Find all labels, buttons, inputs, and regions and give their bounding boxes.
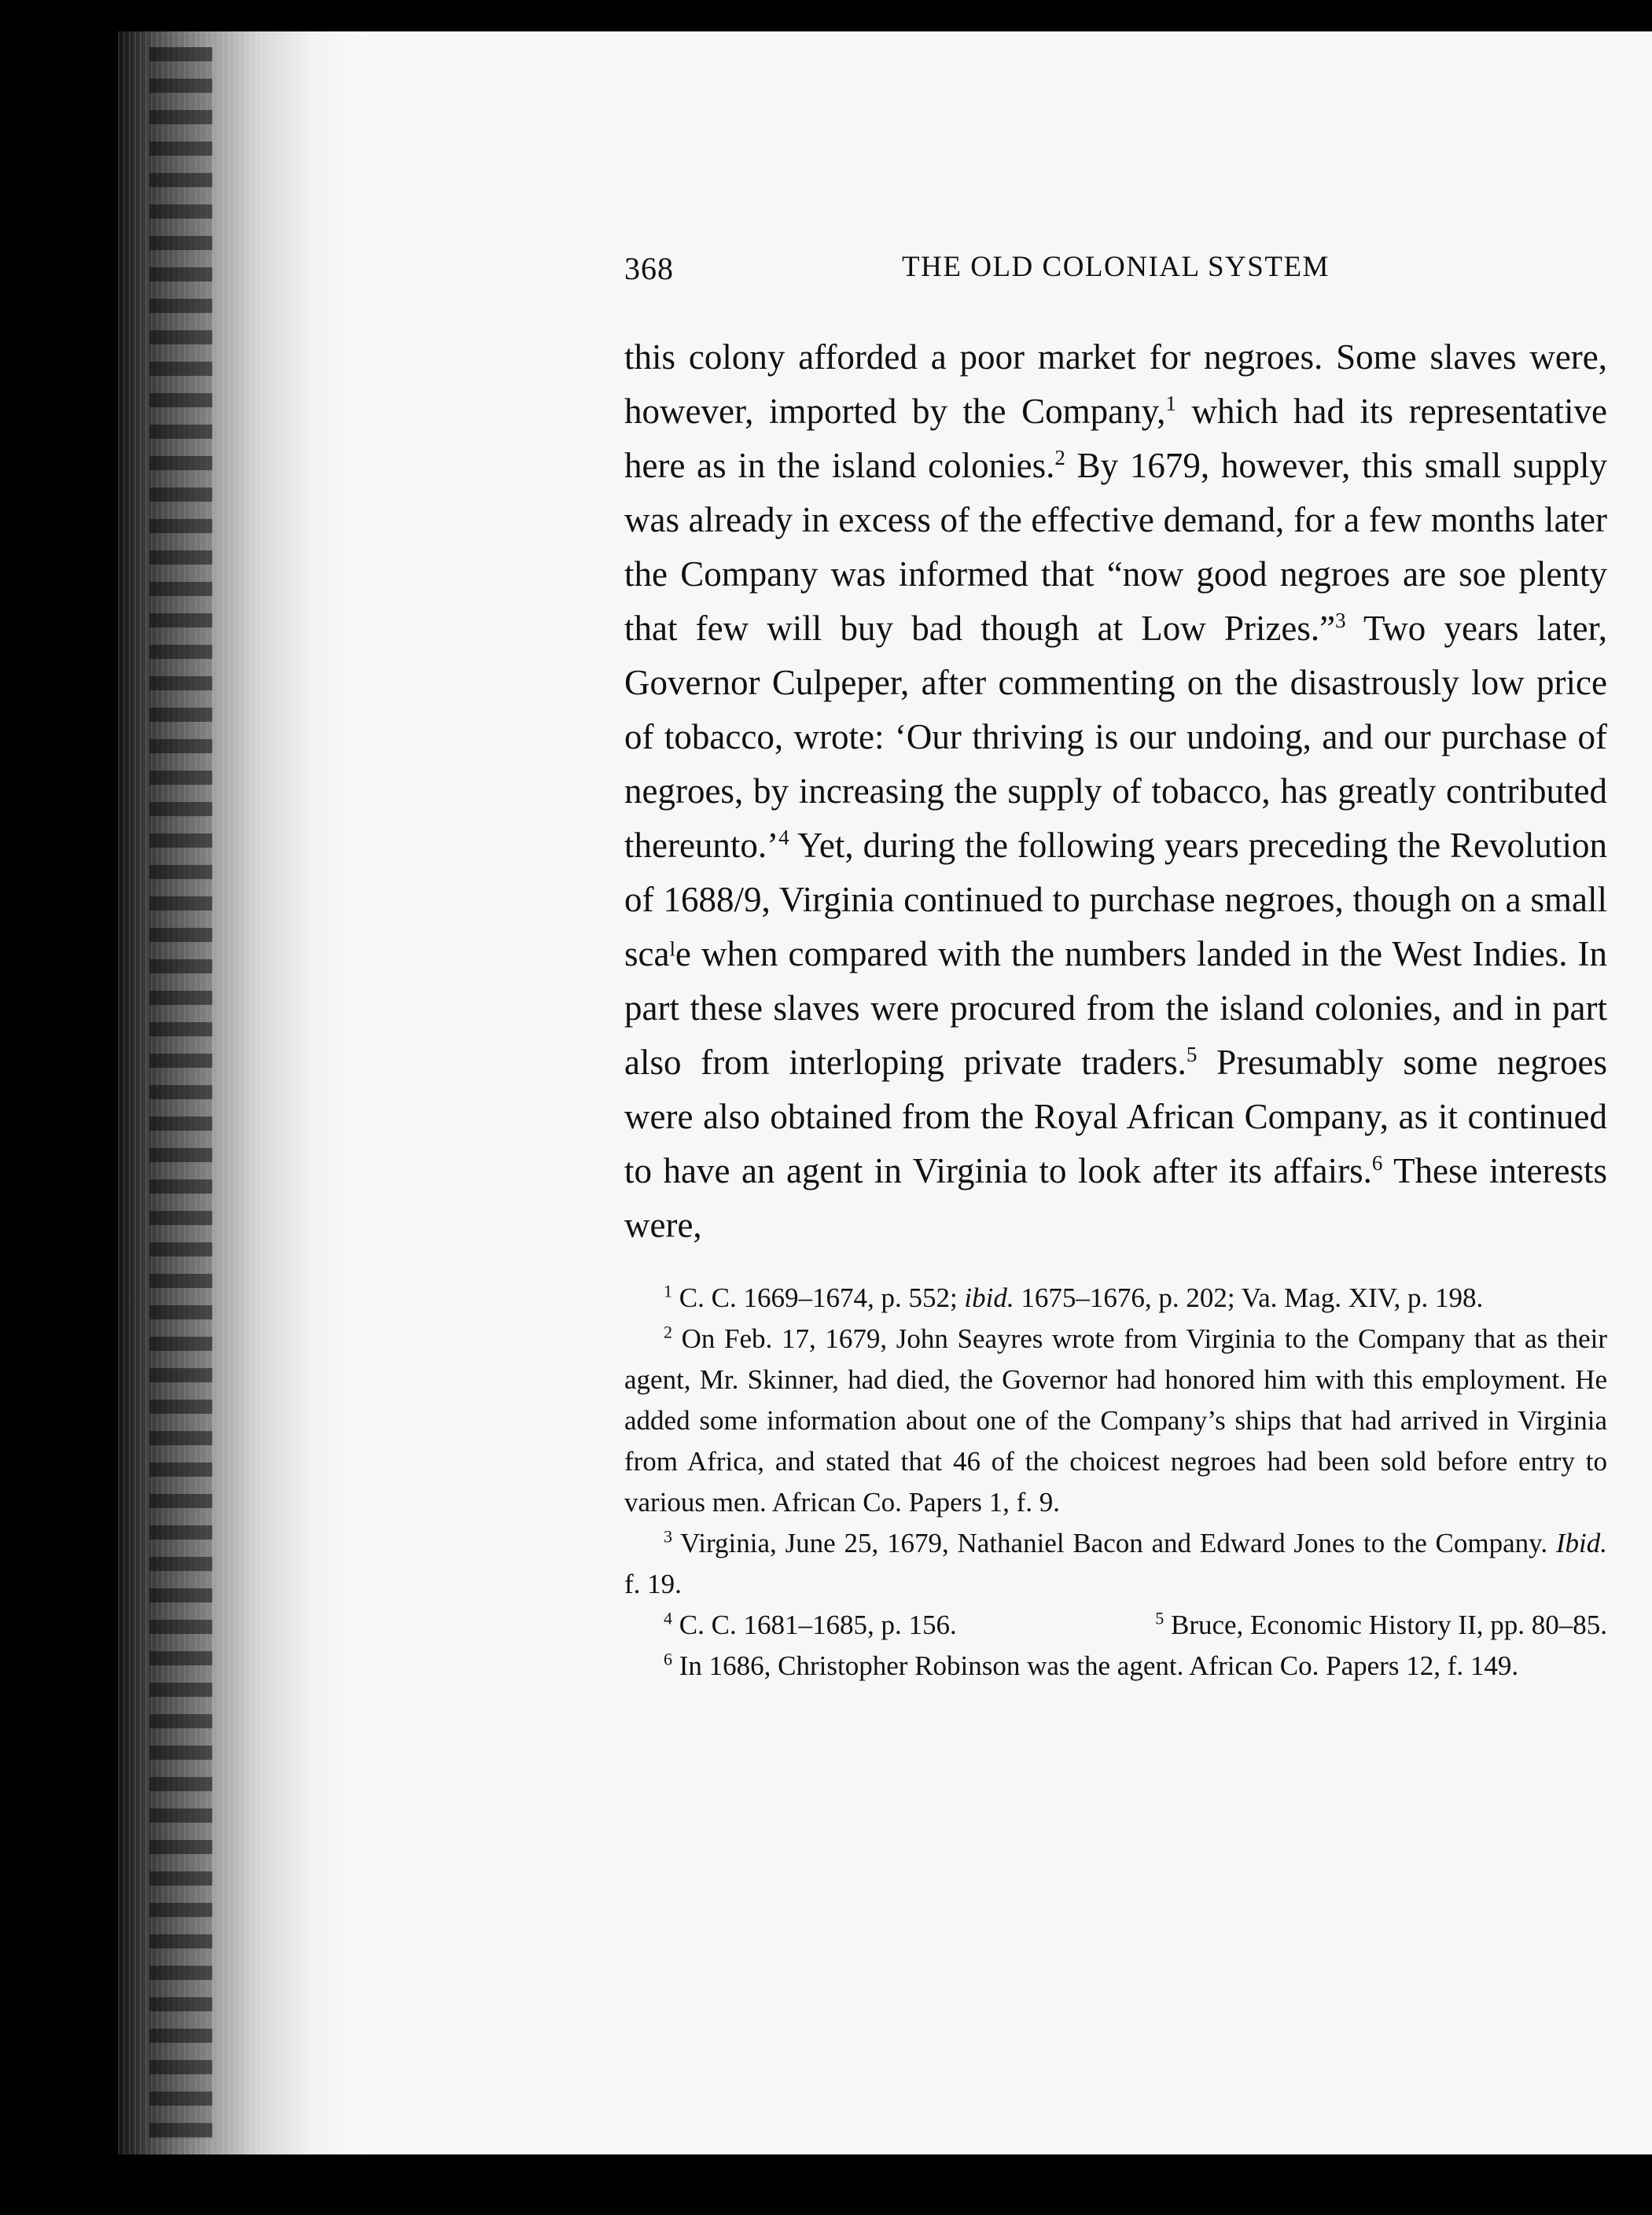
footnote-ref-1: 1 xyxy=(1165,392,1176,415)
body-sentence: Two years later, Governor Culpeper, after commenting on the disastrously low price of tobacco, wrote: ‘Our thriving is our undoing, and our purchase of negroes, by increasing the supply of tobacco, has greatly contributed thereunto.’ xyxy=(624,609,1607,865)
body-sentence: By 1679, however, this small supply was already in excess of the effective demand, for a few months later the Company was informed that “now good negroes are soe plenty that few will buy bad though at Low Prizes.” xyxy=(624,446,1607,648)
footnote-text: Virginia, June 25, 1679, Nathaniel Bacon and Edward Jones to the Company. xyxy=(672,1528,1556,1558)
footnote-text: C. C. 1681–1685, p. 156. xyxy=(672,1610,957,1640)
body-paragraph xyxy=(624,330,1607,1253)
body-sentence: These interests were, xyxy=(624,1151,1607,1245)
footnote-ref-3: 3 xyxy=(1335,609,1346,632)
footnote-ref-2: 2 xyxy=(1054,446,1065,469)
footnote-text: Bruce, Economic History II, pp. 80–85. xyxy=(1164,1610,1607,1640)
footnote-italic: Ibid. xyxy=(1555,1528,1607,1558)
footnote-mark: 5 xyxy=(1155,1608,1164,1628)
footnote-row-4-5 xyxy=(624,1605,1607,1646)
footnote-mark: 2 xyxy=(664,1322,672,1342)
footnote-mark: 4 xyxy=(664,1608,672,1628)
footnote-text: In 1686, Christopher Robinson was the agent. African Co. Papers 12, f. 149. xyxy=(672,1650,1519,1681)
footnote-mark: 3 xyxy=(664,1526,672,1547)
footnote-mark: 6 xyxy=(664,1649,672,1669)
footnote-text: f. 19. xyxy=(624,1569,682,1599)
footnote-mark: 1 xyxy=(664,1281,672,1301)
footnote-ref-6: 6 xyxy=(1371,1151,1383,1175)
running-title: THE OLD COLONIAL SYSTEM xyxy=(902,251,1330,283)
body-sentence: which had its representative here as in the island colonies. xyxy=(624,392,1607,485)
footnote-6 xyxy=(624,1646,1607,1687)
footnote-ref-5: 5 xyxy=(1186,1043,1198,1066)
body-sentence: this colony afforded a poor market for negroes. Some slaves were, however, imported by the Company, xyxy=(624,337,1607,431)
footnote-text: C. C. 1669–1674, p. 552; xyxy=(672,1282,965,1313)
footnote-text: 1675–1676, p. 202; Va. Mag. XIV, p. 198. xyxy=(1014,1282,1484,1313)
footnote-5 xyxy=(1155,1605,1607,1646)
footnote-text: On Feb. 17, 1679, John Seayres wrote from Virginia to the Company that as their agent, Mr. Skinner, had died, the Governor had honored him with this employment. He added some information about one of the Company’s ships that had arrived in Virginia from Africa, and stated that 46 of the choicest negroes had been sold before entry to various men. African Co. Papers 1, f. 9. xyxy=(624,1323,1607,1518)
scan-bottom-border xyxy=(118,2154,1652,2215)
body-text xyxy=(624,330,1607,1253)
running-head xyxy=(624,250,1607,297)
binding-shadow xyxy=(149,47,212,2139)
footnote-3 xyxy=(624,1523,1607,1605)
body-sentence: Yet, during the following years preceding the Revolution of 1688/9, Virginia continued to purchase negroes, though on a small scaˡe when compared with the numbers landed in the West Indies. In part these slaves were procured from the island colonies, and in part also from interloping private traders. xyxy=(624,826,1607,1082)
footnote-1 xyxy=(624,1278,1607,1319)
body-sentence: Presumably some negroes were also obtained from the Royal African Company, as it continued to have an agent in Virginia to look after its affairs. xyxy=(624,1043,1607,1190)
footnote-2 xyxy=(624,1319,1607,1523)
footnotes xyxy=(624,1278,1607,1687)
page-content xyxy=(624,250,1607,1687)
footnote-ref-4: 4 xyxy=(778,826,789,849)
page-number: 368 xyxy=(624,251,674,286)
footnote-italic: ibid. xyxy=(964,1282,1014,1313)
footnote-4 xyxy=(664,1605,957,1646)
